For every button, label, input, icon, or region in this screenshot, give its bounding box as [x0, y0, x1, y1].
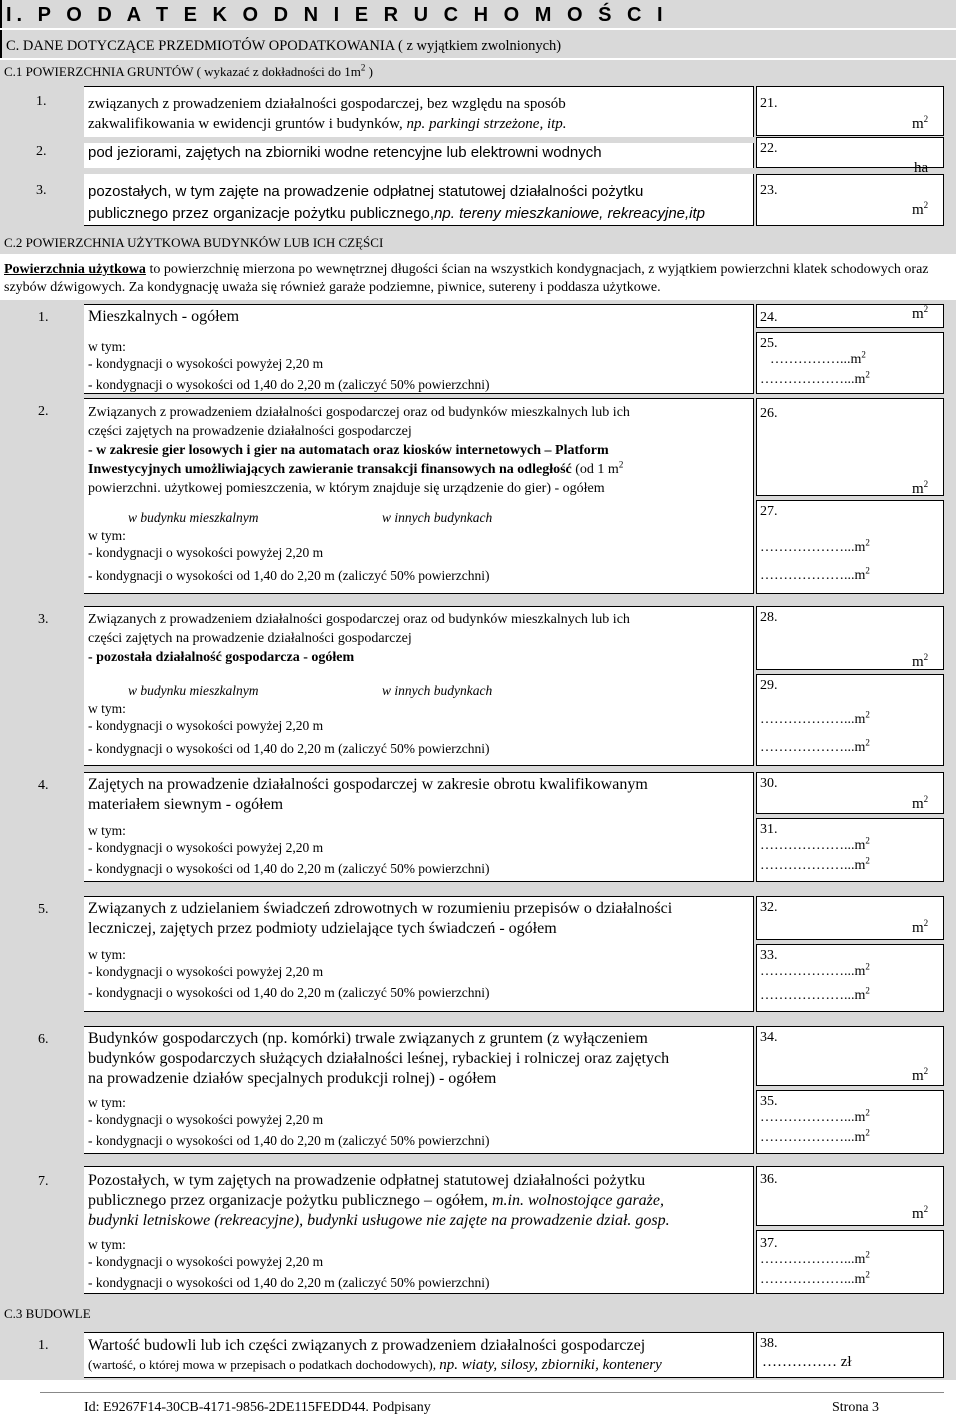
footer-divider [40, 1392, 944, 1393]
item-subs: w tym: - kondygnacji o wysokości powyżej 2,20 m - kondygnacji o wysokości od 1,40 do 2,20 m (zaliczyć 50% powierzchni) [88, 823, 490, 876]
row-number: 1. [36, 94, 47, 109]
field-label: 31. [760, 822, 778, 837]
item-label: Związanych z udzielaniem świadczeń zdrowotnych w rozumieniu przepisów o działalności leczniczej, zajętych przez podmioty udzielające tych świadczeń - ogółem [88, 900, 673, 937]
unit-label: $m^2$ [912, 652, 929, 670]
unit-label: $m^2$ [912, 918, 929, 936]
dots-value: $\dots\dots\dots\dots\dots\dots...m^2$ [760, 1249, 870, 1267]
c1-row3-text: pozostałych, w tym zajęte na prowadzenie odpłatnej statutowej działalności pożytku publicznego przez organizacje pożytku publicznego,np. tereny mieszkaniowe, rekreacyjne,itp [88, 183, 706, 222]
field-label: 27. [760, 504, 778, 519]
dots-value: $\dots\dots\dots\dots\dots\dots...m^2$ [760, 1107, 870, 1125]
field-label: 28. [760, 610, 778, 625]
dots-value: $\dots\dots\dots\dots\dots\dots...m^2$ [760, 835, 870, 853]
item-label: Związanych z prowadzeniem działalności gospodarczej oraz od budynków mieszkalnych lub ich części zajętych na prowadzenie działalności gospodarczej - w zakresie gier losowych i gier na automatach oraz kiosków internetowych – Platform Inwestycyjnych umożliwiających zawieranie transakcji finansowych na odległość (od 1 $m^2$ powierzchni. użytkowej pomieszczenia, w którym znajduje się urządzenie do gier) - ogółem [88, 405, 630, 496]
item-number: 5. [38, 902, 49, 917]
field-label: 23. [760, 183, 778, 198]
field-label: 37. [760, 1236, 778, 1251]
field-label: 38. [760, 1336, 778, 1351]
value-zl: …………… zł [762, 1354, 852, 1370]
item-label: Mieszkalnych - ogółem [88, 308, 240, 325]
item-number: 2. [38, 404, 49, 419]
dots-value: $\dots\dots\dots\dots\dots\dots...m^2$ [760, 961, 870, 979]
item-subs: w tym: - kondygnacji o wysokości powyżej 2,20 m - kondygnacji o wysokości od 1,40 do 2,20 m (zaliczyć 50% powierzchni) [88, 339, 490, 392]
dots-value: $\dots\dots\dots\dots\dots...m^2$ [770, 349, 866, 367]
footer-id: Id: E9267F14-30CB-4171-9856-2DE115FEDD44. Podpisany [84, 1400, 431, 1415]
field-label: 36. [760, 1172, 778, 1187]
in-other-label: w innych budynkach [382, 683, 493, 698]
field-label: 22. [760, 141, 778, 156]
field-label: 21. [760, 96, 778, 111]
row-number: 2. [36, 144, 47, 159]
item-subs: w tym: - kondygnacji o wysokości powyżej 2,20 m - kondygnacji o wysokości od 1,40 do 2,20 m (zaliczyć 50% powierzchni) [88, 947, 490, 1000]
unit-label: $m^2$ [912, 304, 929, 322]
item-label: Zajętych na prowadzenie działalności gospodarczej w zakresie obrotu kwalifikowanym materiałem siewnym - ogółem [88, 776, 648, 813]
item-number: 4. [38, 778, 49, 793]
section-c2-heading: C.2 POWIERZCHNIA UŻYTKOWA BUDYNKÓW LUB ICH CZĘŚCI [4, 235, 384, 250]
section-c1-heading: C.1 POWIERZCHNIA GRUNTÓW ( wykazać z dokładności do $1m^2$ ) [4, 62, 373, 79]
c3-sub: (wartość, o której mowa w przepisach o podatkach dochodowych), np. wiaty, silosy, zbiorniki, kontenery [88, 1357, 662, 1373]
section-c-heading: C. DANE DOTYCZĄCE PRZEDMIOTÓW OPODATKOWANIA ( z wyjątkiem zwolnionych) [0, 30, 956, 58]
c3-label: Wartość budowli lub ich części związanych z prowadzeniem działalności gospodarczej [88, 1337, 646, 1354]
item-number: 1. [38, 1338, 49, 1353]
item-label: Budynków gospodarczych (np. komórki) trwale związanych z gruntem (z wyłączeniem budynków gospodarczych służących działalności leśnej, rybackiej i rolniczej oraz zajętych na prowadzenie działów specjalnych produkcji rolnej) - ogółem [88, 1030, 670, 1087]
dots-value: $\dots\dots\dots\dots\dots\dots...m^2$ [760, 737, 870, 755]
item-label: Związanych z prowadzeniem działalności gospodarczej oraz od budynków mieszkalnych lub ich części zajętych na prowadzenie działalności gospodarczej - pozostała działalność gospodarcza - ogółem [88, 612, 630, 665]
unit-label: $m^2$ [912, 1066, 929, 1084]
field-label: 29. [760, 678, 778, 693]
unit-label: $m^2$ [912, 479, 929, 497]
field-label: 30. [760, 776, 778, 791]
field-label: 25. [760, 336, 778, 351]
field-label: 34. [760, 1030, 778, 1045]
dots-value: $\dots\dots\dots\dots\dots\dots...m^2$ [760, 1269, 870, 1287]
item-number: 3. [38, 612, 49, 627]
dots-value: $\dots\dots\dots\dots\dots\dots...m^2$ [760, 855, 870, 873]
unit-label: $m^2$ [912, 794, 929, 812]
dots-value: $\dots\dots\dots\dots\dots\dots...m^2$ [760, 709, 870, 727]
field-label: 35. [760, 1094, 778, 1109]
c1-row2-text: pod jeziorami, zajętych na zbiorniki wodne retencyjne lub elektrowni wodnych [88, 144, 602, 161]
item-subs: w tym: - kondygnacji o wysokości powyżej 2,20 m - kondygnacji o wysokości od 1,40 do 2,20 m (zaliczyć 50% powierzchni) [88, 528, 490, 583]
page-title: I. P O D A T E K O D N I E R U C H O M O Ś C I [0, 0, 956, 28]
dots-value: $\dots\dots\dots\dots\dots\dots...m^2$ [760, 1127, 870, 1145]
c2-definition: Powierzchnia użytkowa to powierzchnię mierzona po wewnętrznej długości ścian na wszystkich kondygnacjach, z wyjątkiem powierzchni klatek schodowych oraz szybów dźwigowych. Za kondygnację uważa się również garaże podziemne, piwnice, sutereny i poddasza użytkowe. [4, 262, 929, 295]
footer-page: Strona 3 [832, 1400, 880, 1415]
dots-value: $\dots\dots\dots\dots\dots\dots...m^2$ [760, 537, 870, 555]
unit-label: $m^2$ [912, 114, 929, 132]
item-number: 7. [38, 1174, 49, 1189]
item-number: 1. [38, 310, 49, 325]
in-other-label: w innych budynkach [382, 510, 493, 525]
unit-label: ha [914, 160, 929, 176]
in-residential-label: w budynku mieszkalnym [128, 683, 259, 698]
item-number: 6. [38, 1032, 49, 1047]
dots-value: $\dots\dots\dots\dots\dots\dots...m^2$ [760, 369, 870, 387]
c1-row1-text: związanych z prowadzeniem działalności gospodarczej, bez względu na sposób zakwalifikowania w ewidencji gruntów i budynków, np. parkingi strzeżone, itp. [88, 96, 567, 132]
dots-value: $\dots\dots\dots\dots\dots\dots...m^2$ [760, 985, 870, 1003]
dots-value: $\dots\dots\dots\dots\dots\dots...m^2$ [760, 565, 870, 583]
field-label: 33. [760, 948, 778, 963]
field-label: 24. [760, 310, 778, 325]
field-label: 26. [760, 406, 778, 421]
item-subs: w tym: - kondygnacji o wysokości powyżej 2,20 m - kondygnacji o wysokości od 1,40 do 2,20 m (zaliczyć 50% powierzchni) [88, 701, 490, 756]
item-subs: w tym: - kondygnacji o wysokości powyżej 2,20 m - kondygnacji o wysokości od 1,40 do 2,20 m (zaliczyć 50% powierzchni) [88, 1237, 490, 1290]
field-label: 32. [760, 900, 778, 915]
in-residential-label: w budynku mieszkalnym [128, 510, 259, 525]
item-label: Pozostałych, w tym zajętych na prowadzenie odpłatnej statutowej działalności pożytku publicznego przez organizacje pożytku publicznego – ogółem, m.in. wolnostojące garaże, budynki letniskowe (rekreacyjne), budynki usługowe nie zajęte na prowadzenie dział. gosp. [88, 1172, 670, 1229]
unit-label: $m^2$ [912, 200, 929, 218]
item-subs: w tym: - kondygnacji o wysokości powyżej 2,20 m - kondygnacji o wysokości od 1,40 do 2,20 m (zaliczyć 50% powierzchni) [88, 1095, 490, 1148]
section-c3-heading: C.3 BUDOWLE [4, 1306, 91, 1321]
row-number: 3. [36, 183, 47, 198]
unit-label: $m^2$ [912, 1204, 929, 1222]
